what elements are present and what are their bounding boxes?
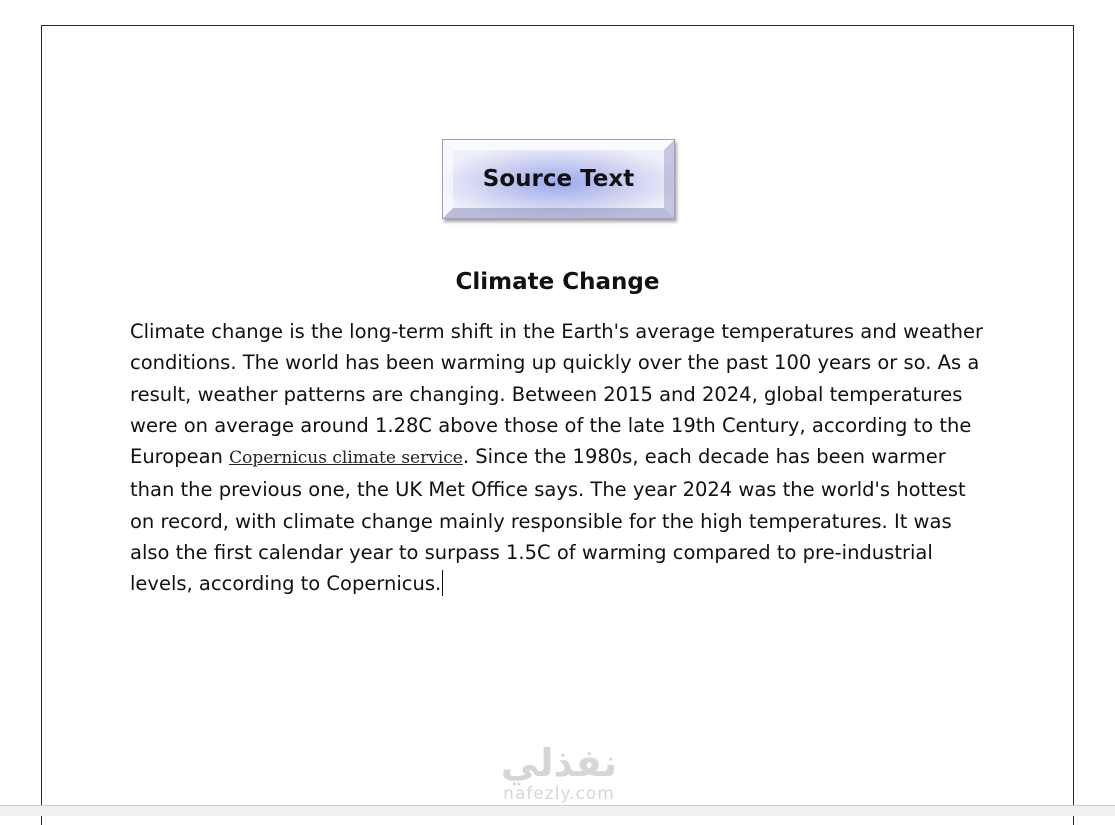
paragraph-text-before-link: Climate change is the long-term shift in the Earth's average temperatures and weather conditions. The world has been warming up quickly over the past 100 years or so. As a result, weather patterns are changing. Between 2015 and 2024, global temperatures were on average around 1.28C above those of the late 19th Century, according to the European (130, 320, 984, 469)
document-page (41, 25, 1074, 825)
watermark-logo (489, 741, 629, 803)
copernicus-link[interactable]: Copernicus climate service (229, 448, 463, 469)
paragraph-text-after-link: . Since the 1980s, each decade has been warmer than the previous one, the UK Met Office says. The year 2024 was the world's hottest on record, with climate change mainly responsible for the high temperatures. It was also the first calendar year to surpass 1.5C of warming compared to pre-industrial levels, according to Copernicus. (130, 445, 966, 596)
status-bar (0, 805, 1115, 816)
body-paragraph[interactable] (130, 316, 990, 600)
source-text-label: Source Text (482, 166, 635, 192)
document-title: Climate Change (455, 269, 660, 295)
watermark-arabic: نفذلي (500, 741, 618, 785)
text-cursor (442, 570, 443, 596)
source-text-banner (442, 139, 675, 219)
watermark-latin: nafezly.com (503, 784, 615, 804)
